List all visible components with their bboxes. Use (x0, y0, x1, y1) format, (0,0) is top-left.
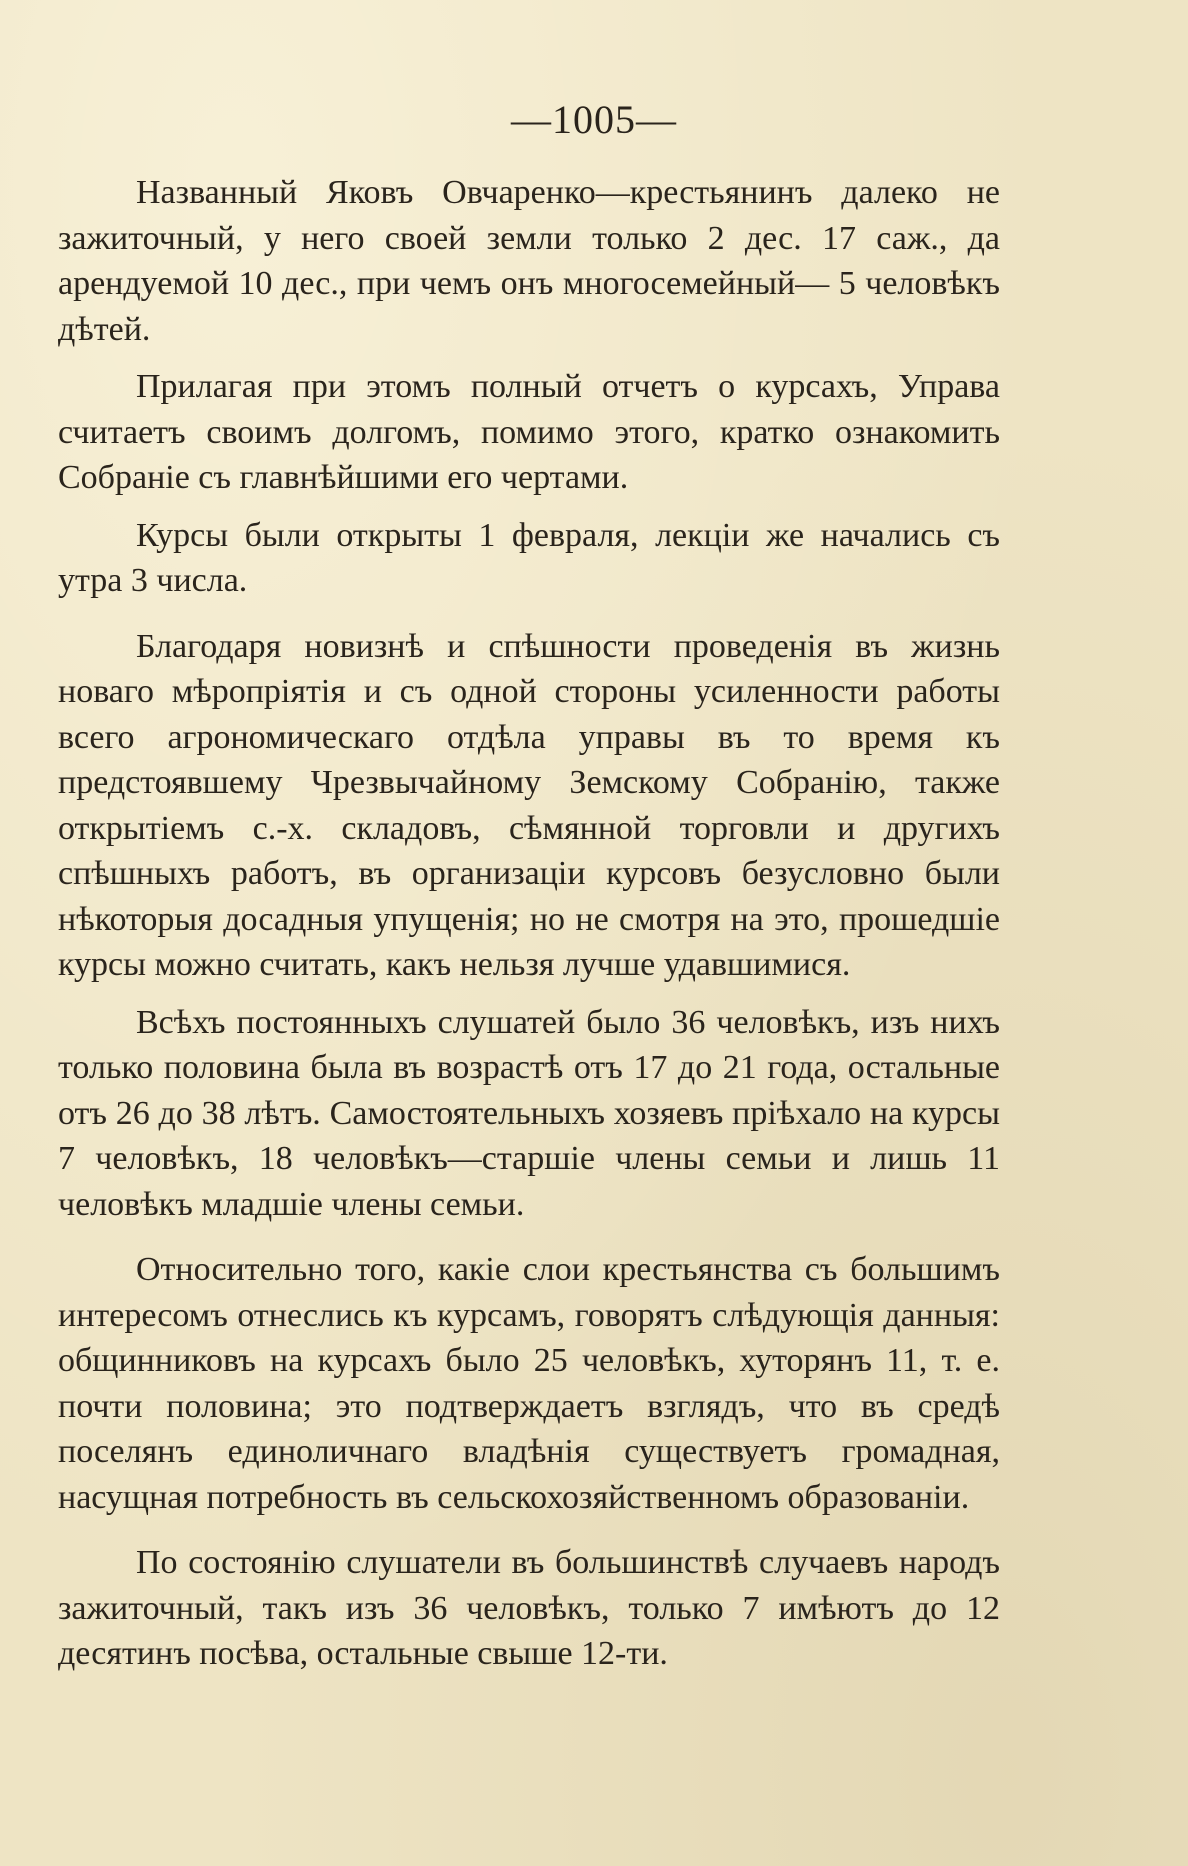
body-text (58, 170, 1000, 1689)
paragraph-interest: Относительно того, какіе слои крестьянства съ большимъ интересомъ отнеслись къ курсамъ, говорятъ слѣдующія данныя: общинниковъ на курсахъ было 25 человѣкъ, хуторянъ 11, т. е. почти половина; это подтверждаетъ взглядъ, что въ средѣ поселянъ единоличнаго владѣнія существуетъ громадная, насущная потребность въ сельскохозяйственномъ образованіи. (58, 1251, 1000, 1516)
paragraph-listeners: Всѣхъ постоянныхъ слушатей было 36 человѣкъ, изъ нихъ только половина была въ возрастѣ отъ 17 до 21 года, остальные отъ 26 до 38 лѣтъ. Самостоятельныхъ хозяевъ пріѣхало на курсы 7 человѣкъ, 18 человѣкъ—старшіе члены семьи и лишь 11 человѣкъ младшіе члены семьи. (58, 1003, 1000, 1223)
paragraph-wealth: По состоянію слушатели въ большинствѣ случаевъ народъ зажиточный, такъ изъ 36 человѣкъ, только 7 имѣютъ до 12 десятинъ посѣва, остальные свыше 12-ти. (58, 1544, 1000, 1672)
paragraph-report: Прилагая при этомъ полный отчетъ о курсахъ, Управа считаетъ своимъ долгомъ, помимо этого, кратко ознакомить Собраніе съ главнѣйшими его чертами. (58, 368, 1000, 496)
paragraph-organization: Благодаря новизнѣ и спѣшности проведенія въ жизнь новаго мѣропріятія и съ одной стороны усиленности работы всего агрономическаго отдѣла управы въ то время къ предстоявшему Чрезвычайному Земскому Собранію, также открытіемъ с.-х. складовъ, сѣмянной торговли и другихъ спѣшныхъ работъ, въ организаціи курсовъ безусловно были нѣкоторыя досадныя упущенія; но не смотря на это, прошедшіе курсы можно считать, какъ нельзя лучше удавшимися. (58, 627, 1000, 983)
paragraph-course-dates: Курсы были открыты 1 февраля, лекціи же начались съ утра 3 числа. (58, 516, 1000, 599)
page-number: —1005— (511, 97, 677, 142)
paragraph-ovcharenko: Названный Яковъ Овчаренко—крестьянинъ далеко не зажиточный, у него своей земли только 2 дес. 17 саж., да арендуемой 10 дес., при чемъ онъ многосемейный— 5 человѣкъ дѣтей. (58, 174, 1000, 348)
